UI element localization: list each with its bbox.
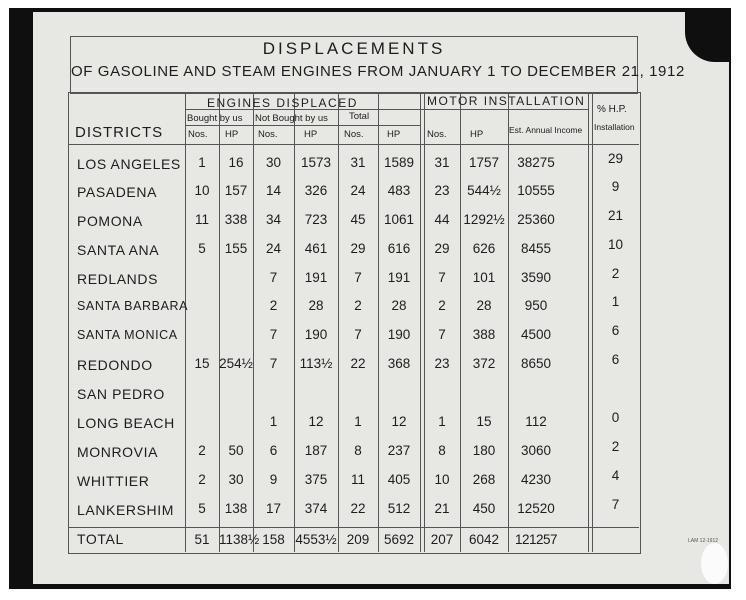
cell-bought-hp — [219, 385, 253, 413]
cell-income: 8455 — [520, 241, 552, 256]
cell-pct: 9 — [611, 179, 620, 194]
cell-bought-hp: 338 — [224, 212, 248, 227]
cell-total-nos: 24 — [350, 183, 366, 198]
cell-bought-hp — [219, 270, 253, 298]
cell-total-hp: 190 — [387, 327, 411, 342]
installation-header: Installation — [594, 122, 635, 132]
district-name: REDONDO — [77, 357, 153, 373]
motor-installation-header: MOTOR INSTALLATION — [427, 94, 586, 108]
cell-total-nos: 11 — [350, 472, 365, 487]
cell-motor-nos: 2 — [438, 298, 446, 313]
cell-income — [508, 385, 564, 413]
cell-notbought-nos: 7 — [269, 327, 278, 342]
cell-total-hp: 1061 — [383, 212, 415, 227]
hp-header: HP — [387, 129, 401, 140]
cell-total-nos: 45 — [350, 212, 366, 227]
cell-notbought-hp: 12 — [308, 414, 324, 429]
cell-total-hp: 191 — [387, 270, 411, 285]
cell-total-nos: 8 — [354, 443, 362, 458]
cell-bought-nos — [185, 298, 219, 326]
cell-income: 4230 — [520, 472, 552, 487]
cell-motor-nos: 31 — [434, 155, 450, 170]
cell-notbought-hp: 375 — [304, 472, 328, 487]
district-name: SANTA ANA — [77, 242, 160, 258]
district-name: LOS ANGELES — [77, 156, 181, 172]
district-name: SANTA MONICA — [77, 328, 178, 342]
cell-motor-nos: 44 — [434, 212, 450, 227]
cell-motor-hp: 268 — [472, 472, 496, 487]
engines-displaced-header: ENGINES DISPLACED — [207, 96, 358, 110]
est-income-header: Est. Annual Income — [509, 125, 583, 135]
district-name: SANTA BARBARA — [77, 299, 189, 313]
cell-total-nos: 22 — [350, 356, 366, 371]
cell-notbought-hp: 326 — [304, 183, 328, 198]
cell-motor-hp: 372 — [472, 356, 496, 371]
total-total-nos: 209 — [346, 532, 370, 547]
cell-notbought-hp: 113½ — [299, 356, 333, 371]
cell-bought-nos — [185, 270, 219, 298]
cell-pct: 7 — [611, 497, 620, 512]
cell-bought-hp: 50 — [228, 443, 244, 458]
cell-notbought-nos: 34 — [265, 212, 282, 227]
cell-bought-hp: 157 — [224, 183, 248, 198]
cell-motor-hp: 180 — [472, 443, 496, 458]
districts-header: DISTRICTS — [75, 124, 164, 141]
cell-bought-nos — [185, 414, 219, 442]
cell-pct: 6 — [611, 323, 620, 338]
cell-motor-hp: 544½ — [467, 183, 501, 198]
cell-total-hp: 237 — [387, 443, 411, 458]
cell-notbought-nos: 6 — [269, 443, 278, 458]
cell-motor-nos: 29 — [434, 241, 450, 256]
cell-notbought-hp: 191 — [304, 270, 328, 285]
nos-header: Nos. — [427, 129, 447, 140]
cell-notbought-nos: 7 — [269, 270, 278, 285]
nos-header: Nos. — [258, 129, 278, 140]
cell-motor-nos: 23 — [434, 183, 450, 198]
header-rule — [185, 125, 420, 126]
cell-income: 8650 — [520, 356, 552, 371]
cell-total-nos — [338, 385, 378, 413]
cell-notbought-nos: 2 — [269, 298, 278, 313]
cell-notbought-hp: 374 — [304, 501, 328, 516]
district-name: LANKERSHIM — [77, 502, 175, 518]
total-bought-nos: 51 — [194, 532, 210, 547]
cell-notbought-hp: 28 — [308, 298, 324, 313]
district-name: POMONA — [77, 213, 143, 229]
cell-bought-nos — [185, 385, 219, 413]
total-notbought-nos: 158 — [262, 532, 285, 547]
cell-notbought-nos: 17 — [265, 501, 282, 516]
district-name: REDLANDS — [77, 271, 159, 287]
total-income: 121257 — [514, 532, 558, 547]
cell-total-nos: 29 — [350, 241, 366, 256]
cell-total-hp: 12 — [391, 414, 407, 429]
cell-motor-hp: 450 — [472, 501, 496, 516]
cell-motor-nos: 7 — [438, 270, 446, 285]
cell-bought-nos: 2 — [198, 472, 206, 487]
cell-notbought-hp — [294, 385, 338, 413]
total-notbought-hp: 4553½ — [295, 532, 337, 547]
total-bought-hp: 1138½ — [219, 532, 260, 547]
cell-bought-nos: 15 — [194, 356, 210, 371]
cell-income: 38275 — [517, 155, 555, 170]
cell-total-hp: 368 — [387, 356, 411, 371]
cell-total-nos: 31 — [350, 155, 366, 170]
cell-notbought-nos — [253, 385, 294, 413]
cell-bought-hp: 30 — [228, 472, 244, 487]
cell-income: 25360 — [517, 212, 555, 227]
cell-notbought-nos: 1 — [269, 414, 278, 429]
cell-motor-nos: 7 — [438, 327, 446, 342]
page-title: DISPLACEMENTS — [262, 39, 446, 58]
cell-total-nos: 7 — [354, 270, 362, 285]
cell-bought-hp — [219, 298, 253, 326]
cell-motor-nos: 1 — [438, 414, 446, 429]
cell-bought-nos: 5 — [198, 241, 206, 256]
cell-bought-nos: 1 — [198, 155, 206, 170]
cell-motor-nos: 8 — [438, 443, 446, 458]
cell-pct: 29 — [607, 151, 624, 166]
total-total-hp: 5692 — [383, 532, 415, 547]
cell-motor-hp: 626 — [472, 241, 496, 256]
cell-income: 3590 — [520, 270, 552, 285]
cell-pct: 0 — [611, 410, 620, 425]
district-name: MONROVIA — [77, 444, 159, 460]
header-rule — [68, 144, 639, 145]
cell-bought-nos: 2 — [198, 443, 206, 458]
col-rule — [588, 92, 589, 552]
total-header: Total — [349, 111, 370, 122]
cell-bought-hp — [219, 327, 253, 355]
cell-pct: 1 — [611, 294, 620, 309]
bought-by-us-header: Bought by us — [187, 113, 243, 124]
cell-pct: 4 — [611, 468, 620, 483]
nos-header: Nos. — [344, 129, 364, 140]
cell-bought-hp: 155 — [224, 241, 248, 256]
nos-header: Nos. — [188, 129, 208, 140]
cell-notbought-hp: 723 — [304, 212, 328, 227]
district-name: LONG BEACH — [77, 415, 175, 431]
cell-notbought-nos: 9 — [269, 472, 278, 487]
cell-income: 112 — [525, 414, 547, 429]
cell-pct: 6 — [611, 352, 620, 367]
cell-total-hp: 1589 — [383, 155, 415, 170]
cell-bought-nos: 5 — [198, 501, 206, 516]
cell-notbought-hp: 461 — [304, 241, 328, 256]
cell-motor-hp: 1292½ — [463, 212, 505, 227]
cell-pct: 2 — [611, 439, 620, 454]
pct-hp-header: % H.P. — [597, 104, 627, 115]
cell-notbought-hp: 187 — [304, 443, 328, 458]
total-motor-nos: 207 — [430, 532, 454, 547]
cell-total-nos: 22 — [350, 501, 366, 516]
cell-income: 12520 — [517, 501, 555, 516]
cell-total-nos: 7 — [354, 327, 362, 342]
cell-motor-nos — [424, 385, 460, 413]
district-name: PASADENA — [77, 184, 158, 200]
cell-motor-nos: 23 — [434, 356, 450, 371]
cell-total-nos: 2 — [354, 298, 362, 313]
cell-pct: 10 — [607, 237, 624, 252]
title-box — [70, 36, 685, 94]
cell-motor-hp: 15 — [476, 414, 492, 429]
cell-income: 10555 — [517, 183, 555, 198]
cell-pct — [592, 381, 639, 409]
cell-notbought-nos: 24 — [265, 241, 282, 256]
cell-income: 4500 — [520, 327, 552, 342]
cell-bought-hp — [219, 414, 253, 442]
district-name: SAN PEDRO — [77, 386, 165, 402]
cell-bought-hp: 254½ — [219, 356, 253, 371]
cell-pct: 2 — [611, 266, 620, 281]
cell-notbought-hp: 190 — [304, 327, 328, 342]
cell-bought-hp: 16 — [228, 155, 244, 170]
hp-header: HP — [225, 129, 239, 140]
not-bought-by-us-header: Not Bought by us — [255, 113, 328, 124]
cell-notbought-nos: 30 — [265, 155, 282, 170]
district-name: WHITTIER — [77, 473, 150, 489]
punch-hole — [701, 543, 728, 584]
cell-total-hp — [378, 385, 420, 413]
cell-bought-nos: 10 — [194, 183, 210, 198]
cell-total-hp: 483 — [387, 183, 411, 198]
cell-notbought-hp: 1573 — [300, 155, 332, 170]
cell-motor-hp: 388 — [472, 327, 496, 342]
cell-motor-hp: 101 — [472, 270, 496, 285]
total-label: TOTAL — [77, 531, 124, 547]
cell-notbought-nos: 7 — [269, 356, 278, 371]
total-motor-hp: 6042 — [468, 532, 500, 547]
cell-income: 3060 — [520, 443, 552, 458]
cell-bought-nos — [185, 327, 219, 355]
cell-total-hp: 616 — [387, 241, 411, 256]
cell-income: 950 — [524, 298, 548, 313]
photo-note: LAM 12-1912 — [688, 538, 719, 544]
cell-total-hp: 512 — [387, 501, 411, 516]
col-rule — [420, 92, 421, 552]
hp-header: HP — [470, 129, 484, 140]
page-subtitle: OF GASOLINE AND STEAM ENGINES FROM JANUARY 1 TO DECEMBER 21, 1912 — [71, 63, 685, 80]
cell-motor-hp — [460, 385, 508, 413]
cell-total-hp: 405 — [387, 472, 411, 487]
cell-motor-hp: 28 — [476, 298, 492, 313]
cell-total-nos: 1 — [354, 414, 362, 429]
cell-motor-nos: 10 — [434, 472, 450, 487]
cell-motor-hp: 1757 — [468, 155, 500, 170]
cell-bought-nos: 11 — [194, 212, 209, 227]
cell-total-hp: 28 — [391, 298, 407, 313]
cell-pct: 21 — [607, 208, 624, 223]
cell-notbought-nos: 14 — [265, 183, 282, 198]
hp-header: HP — [304, 129, 318, 140]
cell-motor-nos: 21 — [434, 501, 450, 516]
cell-bought-hp: 138 — [224, 501, 248, 516]
